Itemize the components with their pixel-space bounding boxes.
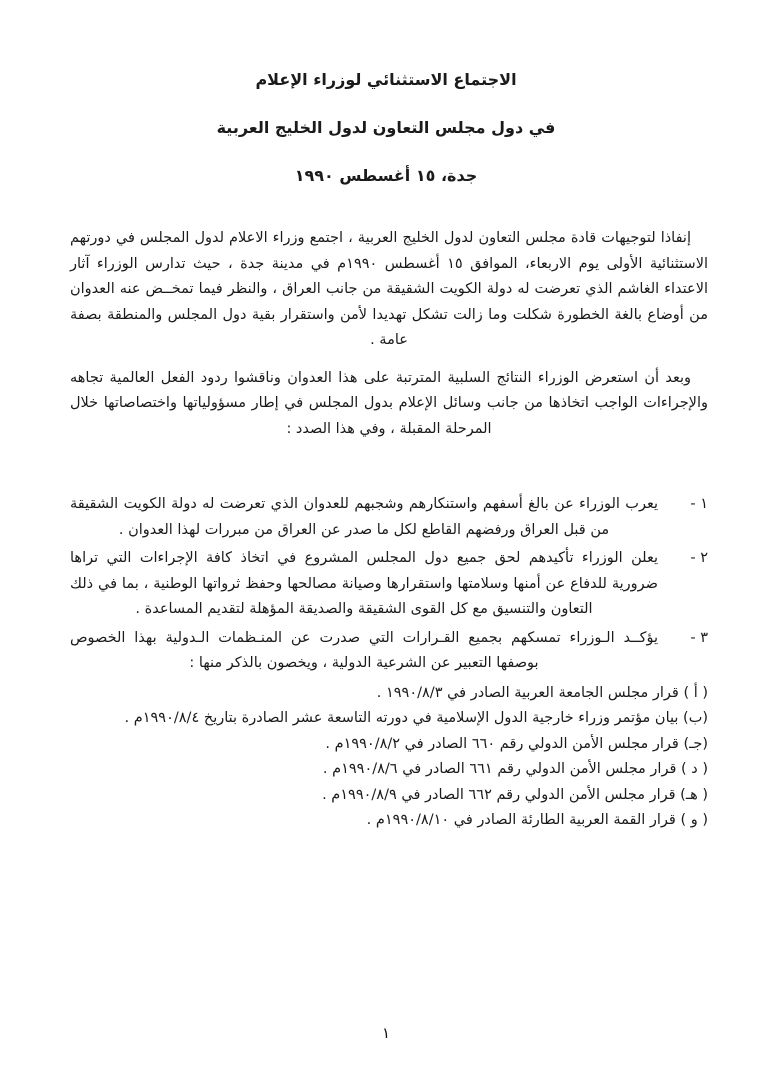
sub-item-d-marker: ( د ): [681, 761, 708, 777]
sub-item-a: [70, 681, 708, 707]
sub-item-j-text: قرار مجلس الأمن الدولي رقم ٦٦٠ الصادر في ١٩٩٠/٨/٢م .: [325, 735, 679, 752]
sub-item-h-text: قرار مجلس الأمن الدولي رقم ٦٦٢ الصادر في ١٩٩٠/٨/٩م .: [322, 786, 676, 803]
document-header: [0, 0, 772, 186]
title-line-2: في دول مجلس التعاون لدول الخليج العربية: [216, 118, 556, 137]
sub-item-b: [70, 706, 708, 732]
sub-item-w: [70, 808, 708, 834]
document-body: [70, 226, 708, 834]
sub-items-list: [70, 681, 708, 834]
sub-item-a-text: قرار مجلس الجامعة العربية الصادر في ١٩٩٠/٨/٣ .: [376, 684, 679, 701]
paragraph-intro: إنفاذا لتوجيهات قادة مجلس التعاون لدول الخليج العربية ، اجتمع وزراء الاعلام لدول المجلس في دورتهم الاستثنائية الأولى يوم الاربعاء، الموافق ١٥ أغسطس ١٩٩٠م في مدينة جدة ، حيث تدارس الوزراء آثار الاعتداء الغاشم الذي تعرضت له دولة الكويت الشقيقة من جانب العراق ، والنظر فيما تمخــض عنه العدوان من أوضاع بالغة الخطورة شكلت وما زالت تشكل تهديدا لأمن واستقرار بقية دول المجلس والمنطقة بصفة عامة .: [70, 230, 708, 348]
paragraph-review: وبعد أن استعرض الوزراء النتائج السلبية المترتبة على هذا العدوان وناقشوا ردود الفعل العالمية تجاهه والإجراءات الواجب اتخاذها من جانب وسائل الإعلام بدول المجلس في إطار مسؤولياتها واختصاصاتها خلال المرحلة المقبلة ، وفي هذا الصدد :: [70, 369, 708, 437]
sub-item-w-text: قرار القمة العربية الطارئة الصادر في ١٩٩٠/٨/١٠م .: [366, 812, 676, 828]
list-item-2-text: يعلن الوزراء تأكيدهم لحق جميع دول المجلس المشروع في اتخاذ كافة الإجراءات التي تراها ضرورية للدفاع عن أمنها وسلامتها واستقرارها وصيانة مصالحها وحفظ ثرواتها الوطنية ، بما في ذلك التعاون والتنسيق مع كل القوى الشقيقة والصديقة المؤهلة لتقديم المساعدة .: [70, 550, 658, 617]
sub-item-d-text: قرار مجلس الأمن الدولي رقم ٦٦١ الصادر في ١٩٩٠/٨/٦م .: [322, 761, 677, 777]
page-number: ١: [381, 1024, 391, 1042]
sub-item-b-marker: (ب): [683, 710, 708, 726]
list-item-2-number: ٢ -: [690, 550, 708, 566]
list-item-3-text: يؤكــد الـوزراء تمسكهم بجميع القـرارات التي صدرت عن المنـظمات الـدولية بهذا الخصوص بوصفها التعبير عن الشرعية الدولية ، ويخصون بالذكر منها :: [70, 629, 658, 671]
list-item-3-number: ٣ -: [690, 629, 708, 646]
numbered-list: [70, 492, 708, 834]
list-item-1-text: يعرب الوزراء عن بالغ أسفهم واستنكارهم وشجبهم للعدوان الذي تعرضت له دولة الكويت الشقيقة من قبل العراق ورفضهم القاطع لكل ما صدر عن العراق من مبررات لهذا العدوان .: [70, 496, 658, 538]
sub-item-w-marker: ( و ): [680, 812, 708, 828]
title-line-3: جدة، ١٥ أغسطس ١٩٩٠: [294, 166, 478, 185]
sub-item-h-marker: ( هـ): [680, 786, 708, 803]
list-item-1: [70, 492, 708, 543]
sub-item-a-marker: ( أ ): [683, 684, 708, 701]
title-line-1: الاجتماع الاستثنائي لوزراء الإعلام: [255, 70, 517, 89]
list-item-1-number: ١ -: [690, 496, 708, 512]
list-item-3: [70, 626, 708, 677]
sub-item-j: [70, 732, 708, 758]
list-item-2: [70, 546, 708, 623]
sub-item-j-marker: (جـ): [683, 735, 708, 752]
sub-item-b-text: بيان مؤتمر وزراء خارجية الدول الإسلامية في دورته التاسعة عشر الصادرة بتاريخ ١٩٩٠/٨/٤م .: [124, 710, 679, 726]
sub-item-h: [70, 783, 708, 809]
sub-item-d: [70, 757, 708, 783]
